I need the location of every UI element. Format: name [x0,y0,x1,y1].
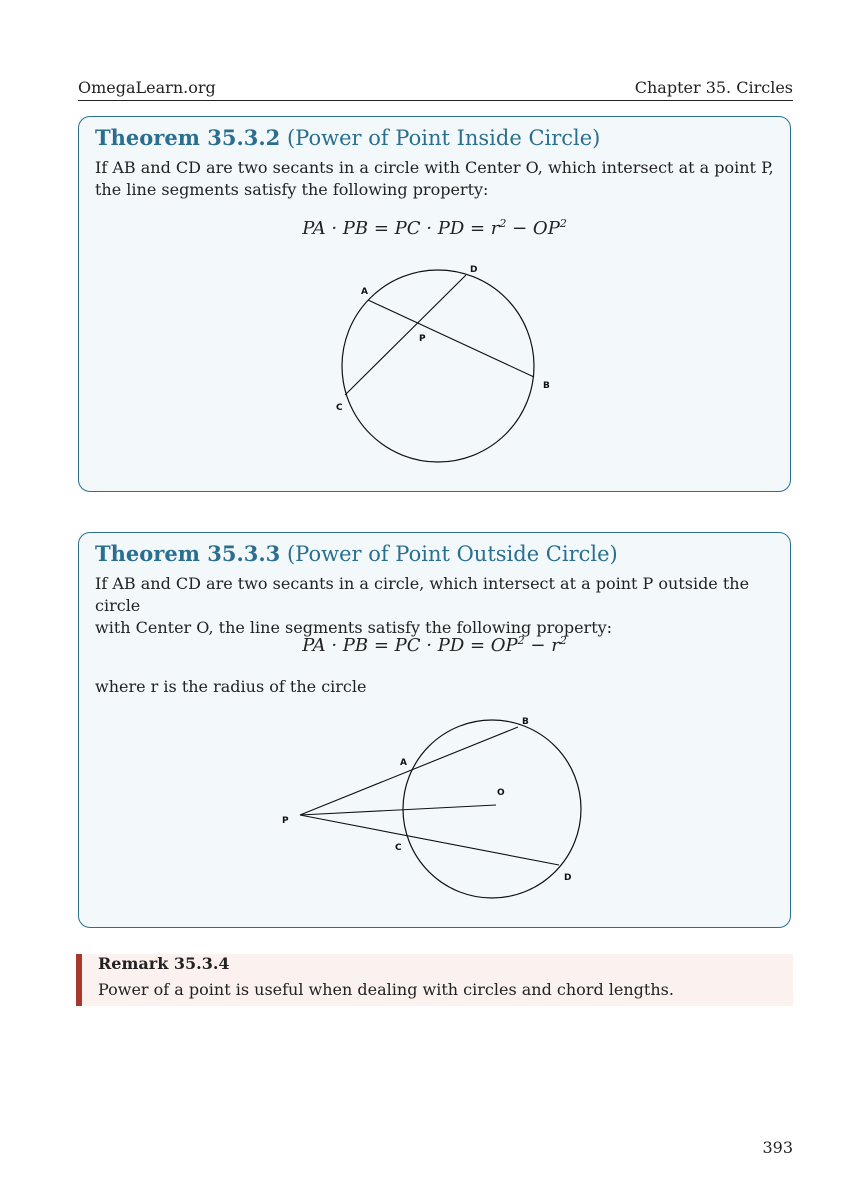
secant-pab [300,727,518,815]
statement-line: If AB and CD are two secants in a circle with Center O, which intersect at a point P, [95,158,774,177]
theorem-box-inside [78,116,791,492]
label-c: C [395,843,402,853]
theorem-number: Theorem 35.3.3 [95,541,281,566]
theorem-box-outside [78,532,791,928]
equation-exponent: 2 [517,634,525,647]
theorem-note: where r is the radius of the circle [95,677,367,696]
theorem-equation [79,217,790,239]
statement-line: the line segments satisfy the following property: [95,180,489,199]
circle [342,270,534,462]
page-number: 393 [762,1138,793,1157]
theorem-name: (Power of Point Outside Circle) [286,542,618,566]
label-b: B [522,717,529,727]
chord-ab [368,300,534,377]
equation-exponent: 2 [499,217,507,230]
statement-line: with Center O, the line segments satisfy the following property: [95,618,613,637]
equation-part: − OP [506,218,560,239]
equation-part: PA · PB = PC · PD = OP [302,635,518,656]
equation-part: − r [524,635,560,656]
label-d: D [564,873,572,883]
theorem-name: (Power of Point Inside Circle) [286,126,601,150]
equation-exponent: 2 [559,634,567,647]
label-p: P [419,334,426,344]
remark-box [76,954,793,1006]
label-p: P [282,816,289,826]
theorem-statement [95,573,776,639]
theorem-statement [95,157,776,201]
label-a: A [361,287,368,297]
site-name: OmegaLearn.org [78,78,216,97]
theorem-title [95,125,600,150]
outside-circle-diagram [274,708,594,908]
equation-part: PA · PB = PC · PD = r [302,218,500,239]
theorem-number: Theorem 35.3.2 [95,125,281,150]
remark-text: Power of a point is useful when dealing with circles and chord lengths. [98,980,674,999]
theorem-title [95,541,618,566]
inside-circle-diagram [319,257,559,467]
label-d: D [470,265,478,275]
chapter-title: Chapter 35. Circles [634,78,793,97]
label-b: B [543,381,550,391]
secant-pcd [300,815,559,865]
remark-title: Remark 35.3.4 [98,954,230,973]
label-a: A [400,758,407,768]
theorem-equation [79,634,790,656]
label-c: C [336,403,343,413]
circle [403,720,581,898]
statement-line: If AB and CD are two secants in a circle, which intersect at a point P outside the circle [95,574,750,615]
equation-exponent: 2 [559,217,567,230]
page-header [78,78,793,101]
label-o: O [497,788,505,798]
segment-po [300,805,496,815]
